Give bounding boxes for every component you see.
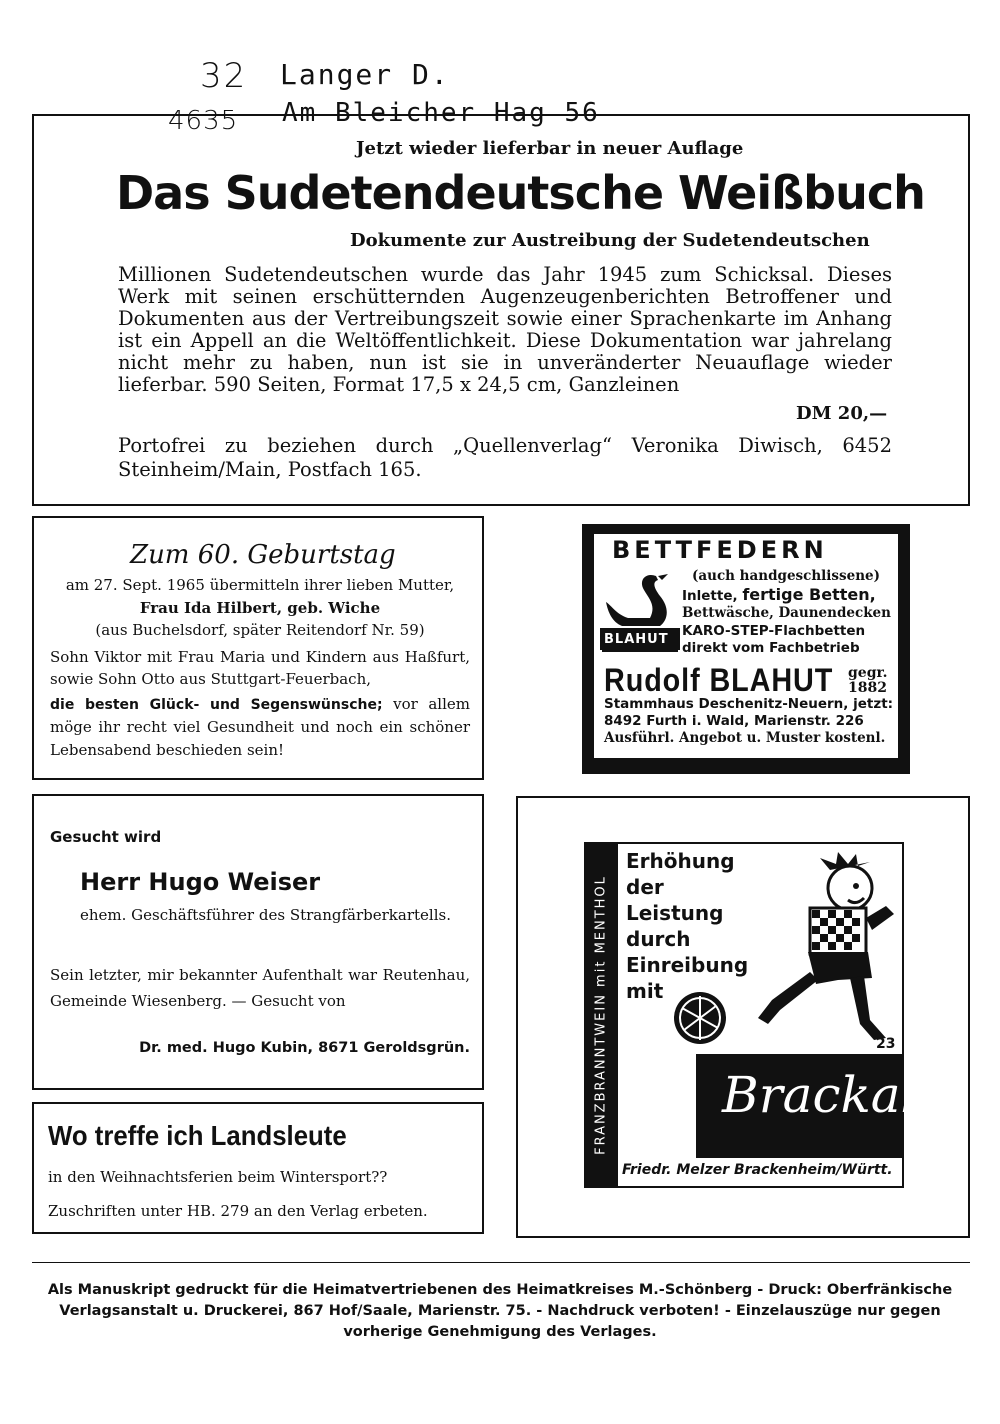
brackal-headline-1: Erhöhung bbox=[626, 849, 735, 873]
bettfedern-line-4: KARO-STEP-Flachbetten bbox=[682, 622, 866, 639]
search-notice-body: Sein letzter, mir bekannter Aufenthalt war Reutenhau, Gemeinde Wiesenberg. — Gesucht von bbox=[50, 966, 470, 1010]
search-notice-lead: Gesucht wird bbox=[50, 828, 162, 846]
search-notice-signature: Dr. med. Hugo Kubin, 8671 Geroldsgrün. bbox=[139, 1040, 470, 1056]
birthday-line-1: am 27. Sept. 1965 übermitteln ihrer lieben Mutter, bbox=[65, 576, 455, 594]
bettfedern-line-8: Ausführl. Angebot u. Muster kostenl. bbox=[604, 730, 886, 746]
footballer-illustration-icon bbox=[650, 848, 900, 1048]
brackal-headline-3: Leistung bbox=[626, 901, 724, 925]
brackal-maker: Friedr. Melzer Brackenheim/Württ. bbox=[622, 1162, 893, 1178]
brackal-headline-2: der bbox=[626, 875, 664, 899]
weissbuch-lead: Jetzt wieder lieferbar in neuer Auflage bbox=[356, 138, 744, 159]
landsleute-line-1: in den Weihnachtsferien beim Wintersport?? bbox=[48, 1168, 388, 1186]
stamp-number: 32 bbox=[200, 56, 248, 96]
brackal-headline-6: mit bbox=[626, 979, 664, 1003]
bettfedern-lines bbox=[682, 568, 891, 658]
bettfedern-line-1: (auch handgeschlissene) bbox=[692, 568, 881, 584]
swan-logo-text: BLAHUT bbox=[604, 632, 669, 647]
bettfedern-title: BETTFEDERN bbox=[612, 536, 828, 564]
bettfedern-line-6: Stammhaus Deschenitz-Neuern, jetzt: bbox=[604, 696, 894, 712]
bettfedern-line-2a: Inlette, bbox=[682, 587, 738, 604]
search-notice-role: ehem. Geschäftsführer des Strangfärberkartells. bbox=[80, 906, 451, 924]
bettfedern-line-2 bbox=[682, 586, 891, 606]
bettfedern-company: Rudolf BLAHUT bbox=[604, 662, 834, 698]
birthday-text bbox=[50, 574, 470, 761]
brackal-number: 23 bbox=[876, 1036, 896, 1052]
landsleute-line-2: Zuschriften unter HB. 279 an den Verlag erbeten. bbox=[48, 1202, 428, 1220]
birthday-line-4: Sohn Viktor mit Frau Maria und Kindern aus Haßfurt, sowie Sohn Otto aus Stuttgart-Feuerbach, bbox=[50, 647, 470, 688]
bettfedern-year: 1882 bbox=[848, 680, 887, 696]
bettfedern-line-5: direkt vom Fachbetrieb bbox=[682, 640, 860, 656]
weissbuch-order-info: Portofrei zu beziehen durch „Quellenverlag“ Veronika Diwisch, 6452 Steinheim/Main, Postfach 165. bbox=[118, 434, 892, 481]
weissbuch-title: Das Sudetendeutsche Weißbuch bbox=[116, 166, 925, 220]
birthday-line-2: Frau Ida Hilbert, geb. Wiche bbox=[139, 598, 381, 617]
footer-divider bbox=[32, 1262, 970, 1263]
weissbuch-body: Millionen Sudetendeutschen wurde das Jahr 1945 zum Schicksal. Dieses Werk mit seinen erschütternden Augenzeugenberichten Betroffener und Dokumenten aus der Vertreibungszeit sowie einer Sprachenkarte im Anhang ist ein Appell an die Weltöffentlichkeit. Diese Dokumentation war jahrelang nicht mehr zu haben, nun ist sie in unveränderter Neuauflage wieder lieferbar. 590 Seiten, Format 17,5 x 24,5 cm, Ganzleinen bbox=[118, 263, 892, 396]
brackal-strip-text: FRANZBRANNTWEIN mit MENTHOL bbox=[593, 875, 609, 1155]
birthday-line-3: (aus Buchelsdorf, später Reitendorf Nr. 59) bbox=[95, 621, 425, 639]
brackal-headline-5: Einreibung bbox=[626, 953, 749, 977]
landsleute-title: Wo treffe ich Landsleute bbox=[48, 1120, 347, 1151]
weissbuch-subtitle: Dokumente zur Austreibung der Sudetendeutschen bbox=[350, 230, 870, 251]
birthday-wish-bold: die besten Glück- und Segenswünsche; bbox=[50, 696, 383, 713]
birthday-title: Zum 60. Geburtstag bbox=[130, 540, 396, 570]
bettfedern-line-3: Bettwäsche, Daunendecken bbox=[682, 605, 891, 621]
brackal-headline-4: durch bbox=[626, 927, 691, 951]
stamp-zip: 4635 bbox=[168, 106, 239, 136]
brackal-logo: Brackal bbox=[722, 1066, 917, 1124]
weissbuch-price: DM 20,— bbox=[796, 403, 888, 424]
stamp-street: Am Bleicher Hag 56 bbox=[282, 98, 600, 128]
bettfedern-address bbox=[604, 696, 893, 747]
bettfedern-gegr: gegr. bbox=[848, 665, 888, 681]
bettfedern-line-7: 8492 Furth i. Wald, Marienstr. 226 bbox=[604, 713, 864, 729]
stamp-name: Langer D. bbox=[280, 58, 450, 91]
birthday-wish bbox=[50, 693, 470, 762]
footer-imprint: Als Manuskript gedruckt für die Heimatvertriebenen des Heimatkreises M.-Schönberg - Druck: Oberfränkische Verlagsanstalt u. Druckerei, 867 Hof/Saale, Marienstr. 75. - Nachdruck verboten! - Einzelauszüge nur gegen vorherige Genehmigung des Verlages. bbox=[47, 1282, 953, 1340]
search-notice-name: Herr Hugo Weiser bbox=[80, 868, 321, 896]
bettfedern-founded bbox=[848, 666, 887, 696]
birthday-wish-rest: vor allem möge ihr recht viel Gesundheit und noch ein schöner Lebensabend beschieden sein! bbox=[50, 694, 470, 759]
bettfedern-line-2b: fertige Betten, bbox=[742, 584, 876, 604]
